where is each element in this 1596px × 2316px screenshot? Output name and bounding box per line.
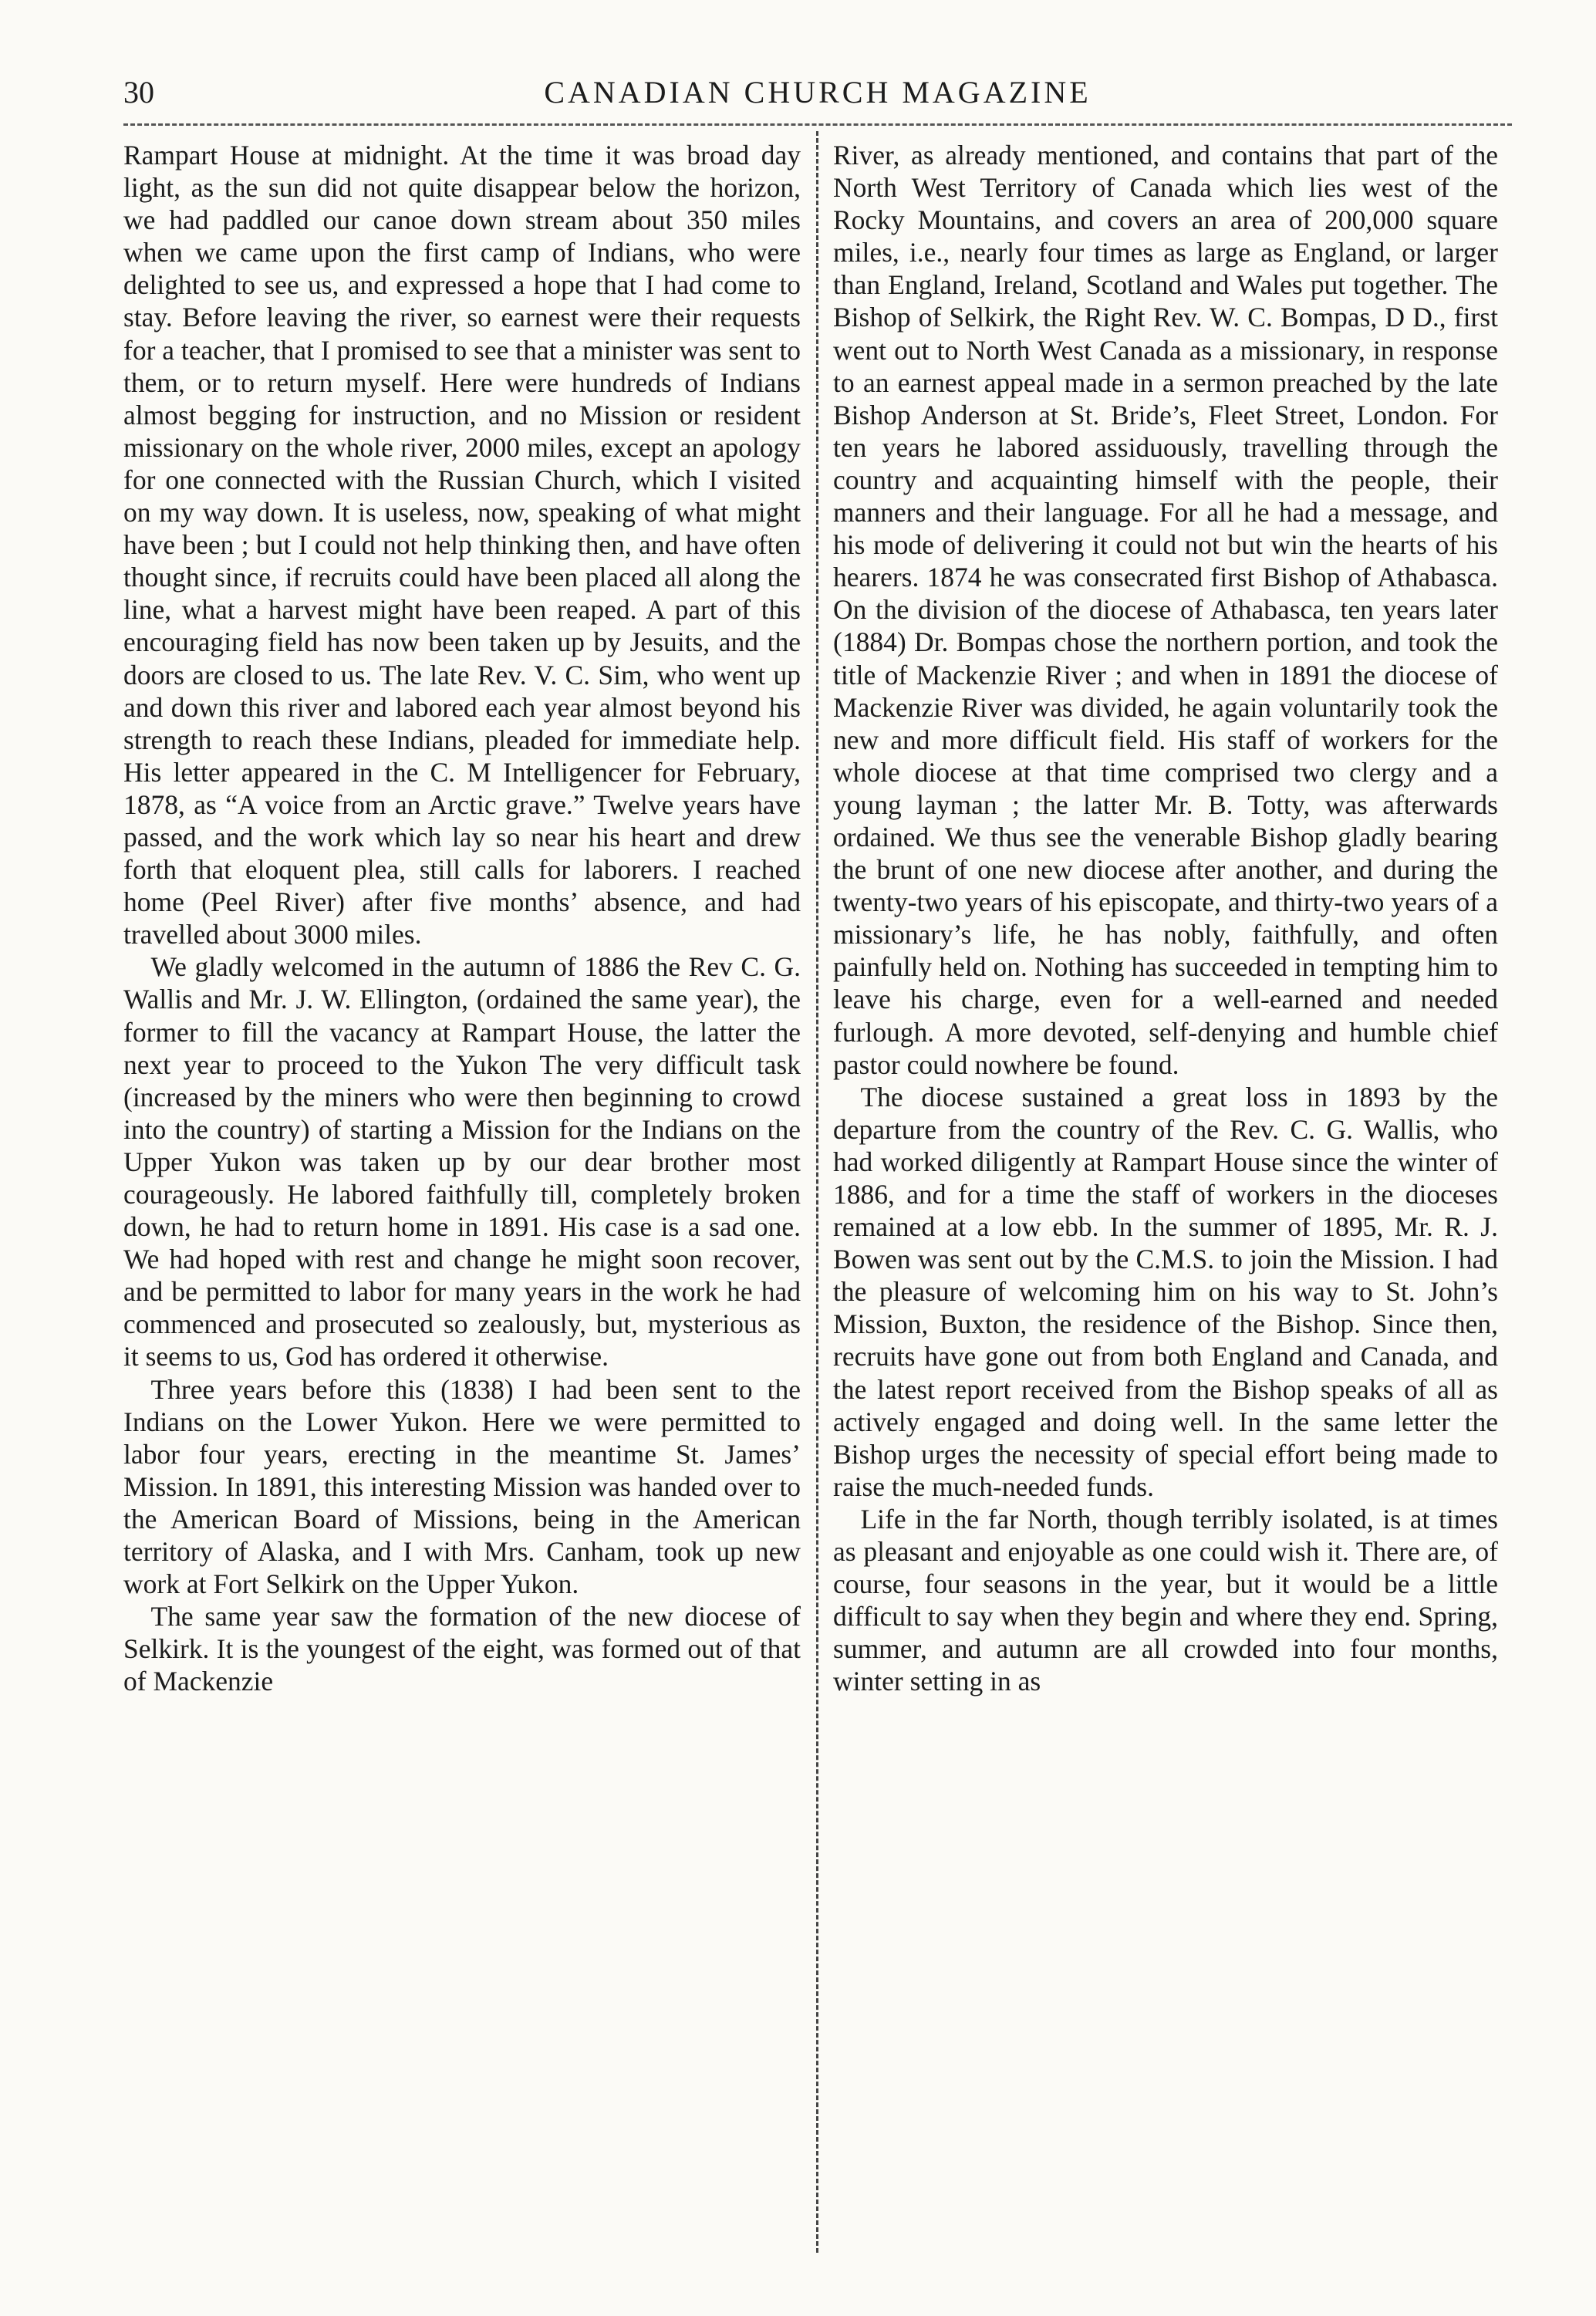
paragraph: Three years before this (1838) I had been sent to the Indians on the Lower Yukon. Here we were permitted to labor four years, erecting in the meantime St. James’ Mission. In 1891, this interesting Mission was handed over to the American Board of Missions, being in the American territory of Alaska, and I with Mrs. Canham, took up new work at Fort Selkirk on the Upper Yukon. (123, 1373, 801, 1600)
paragraph: The diocese sustained a great loss in 1893 by the departure from the country of the Rev. C. G. Wallis, who had worked diligently at Rampart House since the winter of 1886, and for a time the staff of workers in the dioceses remained at a low ebb. In the summer of 1895, Mr. R. J. Bowen was sent out by the C.M.S. to join the Mission. I had the pleasure of welcoming him on his way to St. John’s Mission, Buxton, the residence of the Bishop. Since then, recruits have gone out from both England and Canada, and the latest report received from the Bishop speaks of all as actively engaged and doing well. In the same letter the Bishop urges the necessity of special effort being made to raise the much-needed funds. (833, 1081, 1498, 1502)
paragraph: Rampart House at midnight. At the time it was broad day light, as the sun did not quite disappear below the horizon, we had paddled our canoe down stream about 350 miles when we came upon the first camp of Indians, who were delighted to see us, and expressed a hope that I had come to stay. Before leaving the river, so earnest were their requests for a teacher, that I promised to see that a minister was sent to them, or to return myself. Here were hundreds of Indians almost begging for instruction, and no Mission or resident missionary on the whole river, 2000 miles, except an apology for one connected with the Russian Church, which I visited on my way down. It is useless, now, speaking of what might have been ; but I could not help thinking then, and have often thought since, if recruits could have been placed all along the line, what a harvest might have been reaped. A part of this encouraging field has now been taken up by Jesuits, and the doors are closed to us. The late Rev. V. C. Sim, who went up and down this river and labored each year almost beyond his strength to reach these Indians, pleaded for immediate help. His letter appeared in the C. M Intelligencer for February, 1878, as “A voice from an Arctic grave.” Twelve years have passed, and the work which lay so near his heart and drew forth that eloquent plea, still calls for laborers. I reached home (Peel River) after five months’ absence, and had travelled about 3000 miles. (123, 140, 801, 950)
paragraph: Life in the far North, though terribly isolated, is at times as pleasant and enjoyable as one could wish it. There are, of course, four seasons in the year, but it would be a little difficult to say when they begin and where they end. Spring, summer, and autumn are all crowded into four months, winter setting in as (833, 1503, 1498, 1697)
column-divider (816, 131, 818, 2253)
right-column (833, 139, 1498, 1698)
paragraph: The same year saw the formation of the new diocese of Selkirk. It is the youngest of the eight, was formed out of that of Mackenzie (123, 1601, 801, 1697)
left-column (123, 139, 801, 1698)
running-title: CANADIAN CHURCH MAGAZINE (544, 75, 1092, 110)
page-number: 30 (123, 75, 154, 110)
header-rule (123, 123, 1512, 126)
page-header (123, 71, 1512, 117)
paragraph: River, as already mentioned, and contains that part of the North West Territory of Canada which lies west of the Rocky Mountains, and covers an area of 200,000 square miles, i.e., nearly four times as large as England, or larger than England, Ireland, Scotland and Wales put together. The Bishop of Selkirk, the Right Rev. W. C. Bompas, D D., first went out to North West Canada as a missionary, in response to an earnest appeal made in a sermon preached by the late Bishop Anderson at St. Bride’s, Fleet Street, London. For ten years he labored assiduously, travelling through the country and acquainting himself with the people, their manners and their language. For all he had a message, and his mode of delivering it could not but win the hearts of his hearers. 1874 he was consecrated first Bishop of Athabasca. On the division of the diocese of Athabasca, ten years later (1884) Dr. Bompas chose the northern portion, and took the title of Mackenzie River ; and when in 1891 the diocese of Mackenzie River was divided, he again voluntarily took the new and more difficult field. His staff of workers for the whole diocese at that time comprised two clergy and a young layman ; the latter Mr. B. Totty, was afterwards ordained. We thus see the venerable Bishop gladly bearing the brunt of one new diocese after another, and during the twenty-two years of his episcopate, and thirty-two years of a missionary’s life, he has nobly, faithfully, and often painfully held on. Nothing has succeeded in tempting him to leave his charge, even for a well-earned and needed furlough. A more devoted, self-denying and humble chief pastor could nowhere be found. (833, 140, 1498, 1080)
paragraph: We gladly welcomed in the autumn of 1886 the Rev C. G. Wallis and Mr. J. W. Ellington, (ordained the same year), the former to fill the vacancy at Rampart House, the latter the next year to proceed to the Yukon The very difficult task (increased by the miners who were then beginning to crowd into the country) of starting a Mission for the Indians on the Upper Yukon was taken up by our dear brother most courageously. He labored faithfully till, completely broken down, he had to return home in 1891. His case is a sad one. We had hoped with rest and change he might soon recover, and be permitted to labor for many years in the work he had commenced and prosecuted so zealously, but, mysterious as it seems to us, God has ordered it otherwise. (123, 951, 801, 1372)
